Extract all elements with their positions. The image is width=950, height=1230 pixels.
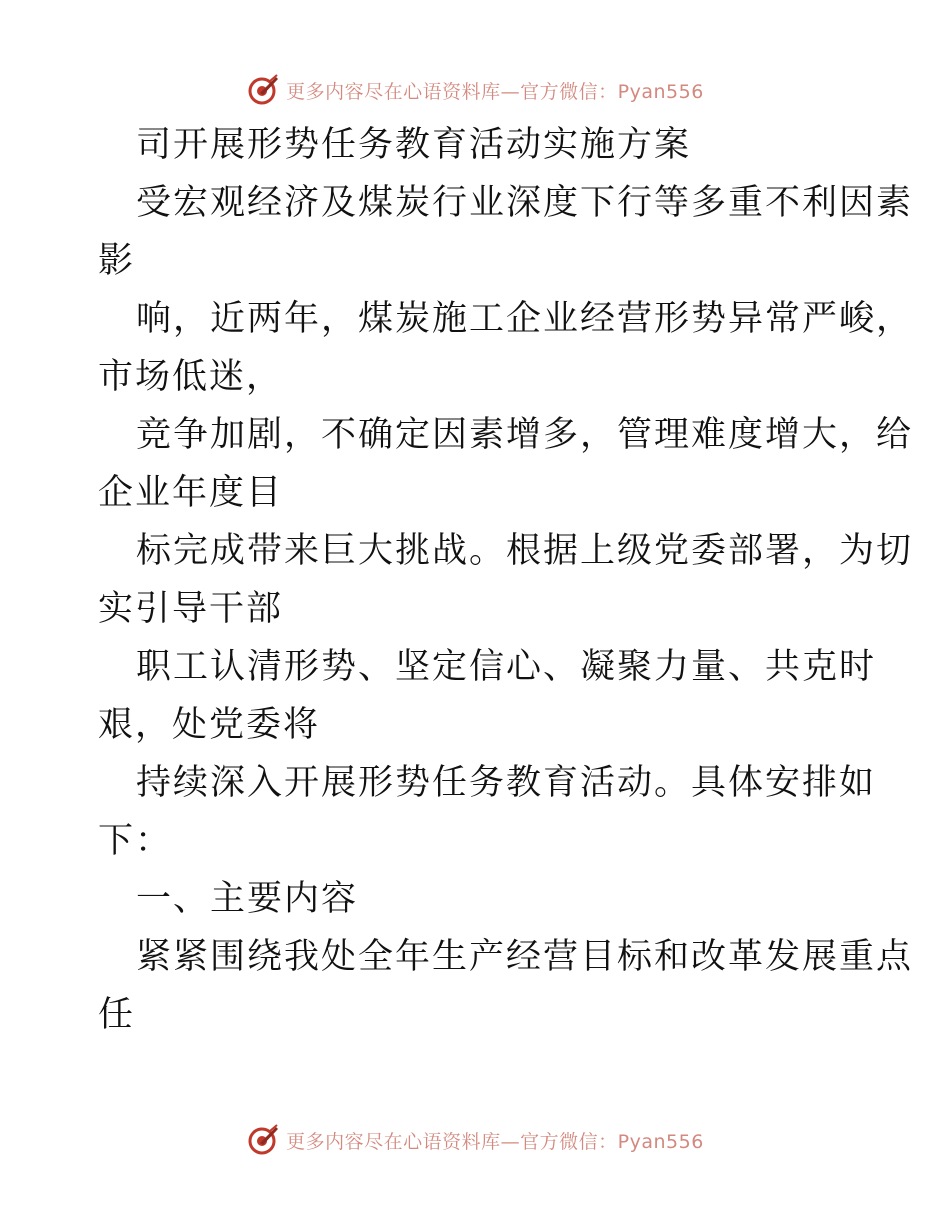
paragraph-line: 受宏观经济及煤炭行业深度下行等多重不利因素 [136, 183, 914, 223]
watermark-slogan: 更多内容尽在心语资料库—官方微信： [286, 80, 618, 103]
paragraph-line: 紧紧围绕我处全年生产经营目标和改革发展重点 [136, 937, 914, 977]
paragraph-line: 任 [98, 995, 136, 1035]
paragraph-line: 持续深入开展形势任务教育活动。具体安排如 [136, 763, 877, 803]
watermark-handle: Pyan556 [617, 1130, 704, 1153]
paragraph-line: 实引导干部 [98, 589, 284, 629]
paragraph-line: 竞争加剧，不确定因素增多，管理难度增大，给 [136, 415, 914, 455]
paragraph-line: 市场低迷， [98, 357, 284, 397]
watermark-slogan: 更多内容尽在心语资料库—官方微信： [286, 1130, 618, 1153]
quill-seal-logo-icon [246, 73, 280, 107]
paragraph-line: 标完成带来巨大挑战。根据上级党委部署，为切 [136, 531, 914, 571]
watermark-text [286, 77, 704, 104]
doc-title-line: 司开展形势任务教育活动实施方案 [136, 125, 692, 165]
paragraph-line: 响，近两年，煤炭施工企业经营形势异常严峻， [136, 299, 914, 339]
quill-seal-logo-icon [246, 1123, 280, 1157]
watermark-text [286, 1127, 704, 1154]
paragraph-line: 企业年度目 [98, 473, 284, 513]
paragraph-line: 下： [98, 821, 173, 861]
document-body [98, 116, 914, 1044]
section-heading: 一、主要内容 [136, 879, 359, 919]
paragraph-line: 影 [98, 241, 136, 281]
paragraph-line: 职工认清形势、坚定信心、凝聚力量、共克时 [136, 647, 877, 687]
watermark-handle: Pyan556 [617, 80, 704, 103]
header-watermark-banner [0, 70, 950, 110]
paragraph-line: 艰，处党委将 [98, 705, 321, 745]
footer-watermark-banner [0, 1120, 950, 1160]
